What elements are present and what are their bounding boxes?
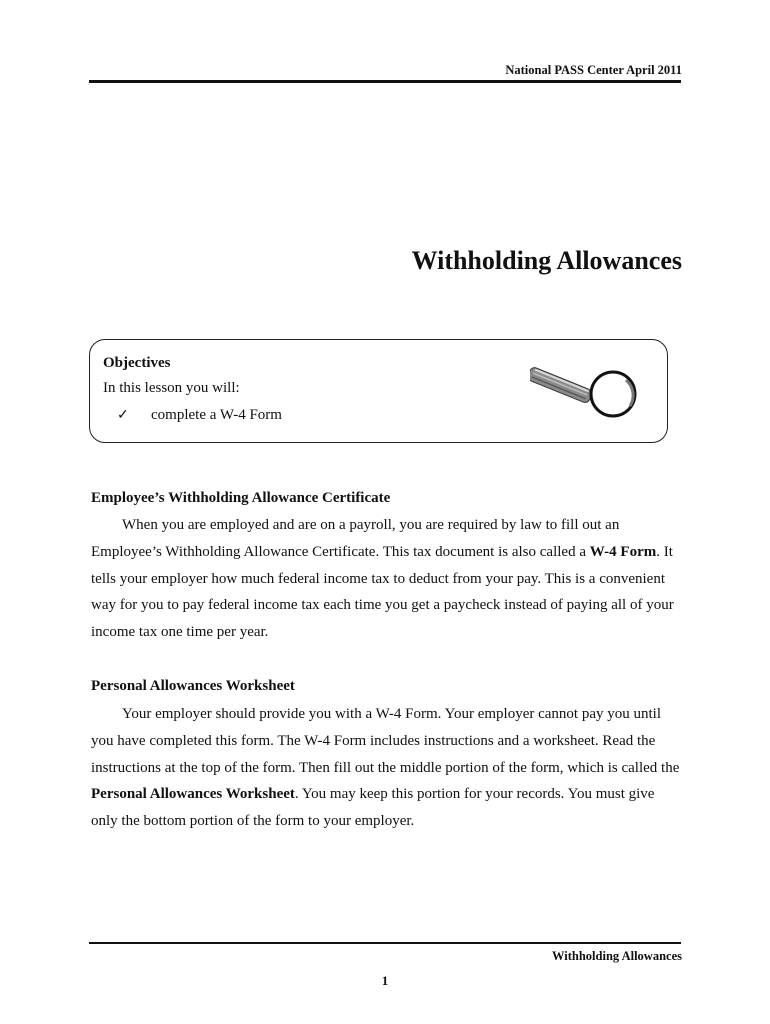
objective-item-label: complete a W-4 Form xyxy=(151,407,282,423)
page-title: Withholding Allowances xyxy=(411,246,682,275)
objective-item xyxy=(117,407,282,424)
paragraph-text: . It tells your employer how much federal income tax to deduct from your pay. This is a convenient way for you to pay federal income tax each time you get a paycheck instead of paying all of your income tax one time per year. xyxy=(91,543,674,641)
objectives-intro: In this lesson you will: xyxy=(103,380,240,396)
objectives-box xyxy=(89,339,668,443)
checkmark-icon: ✓ xyxy=(117,408,129,423)
footer-rule xyxy=(89,942,681,944)
paragraph-worksheet xyxy=(91,701,681,835)
section-heading-certificate: Employee’s Withholding Allowance Certificate xyxy=(91,490,391,506)
paragraph-bold-term: Personal Allowances Worksheet xyxy=(91,786,295,803)
magnifying-glass-icon xyxy=(530,360,640,424)
section-heading-worksheet: Personal Allowances Worksheet xyxy=(91,678,295,694)
footer-text: Withholding Allowances xyxy=(551,949,682,963)
paragraph-text: Your employer should provide you with a W-4 Form. Your employer cannot pay you until you have completed this form. The W-4 Form includes instructions and a worksheet. Read the instructions at the top of the form. Then fill out the middle portion of the form, which is called the xyxy=(91,706,680,776)
paragraph-text: When you are employed and are on a payroll, you are required by law to fill out an Employee’s Withholding Allowance Certificate. This tax document is also called a xyxy=(91,517,620,560)
objectives-heading: Objectives xyxy=(103,355,171,371)
header-rule xyxy=(89,80,681,83)
paragraph-text: . You may keep this portion for your records. You must give only the bottom portion of the form to your employer. xyxy=(91,786,655,830)
page-number: 1 xyxy=(381,973,389,988)
paragraph-certificate xyxy=(91,512,681,646)
header-text: National PASS Center April 2011 xyxy=(505,63,682,77)
paragraph-bold-term: W-4 Form xyxy=(589,543,657,560)
